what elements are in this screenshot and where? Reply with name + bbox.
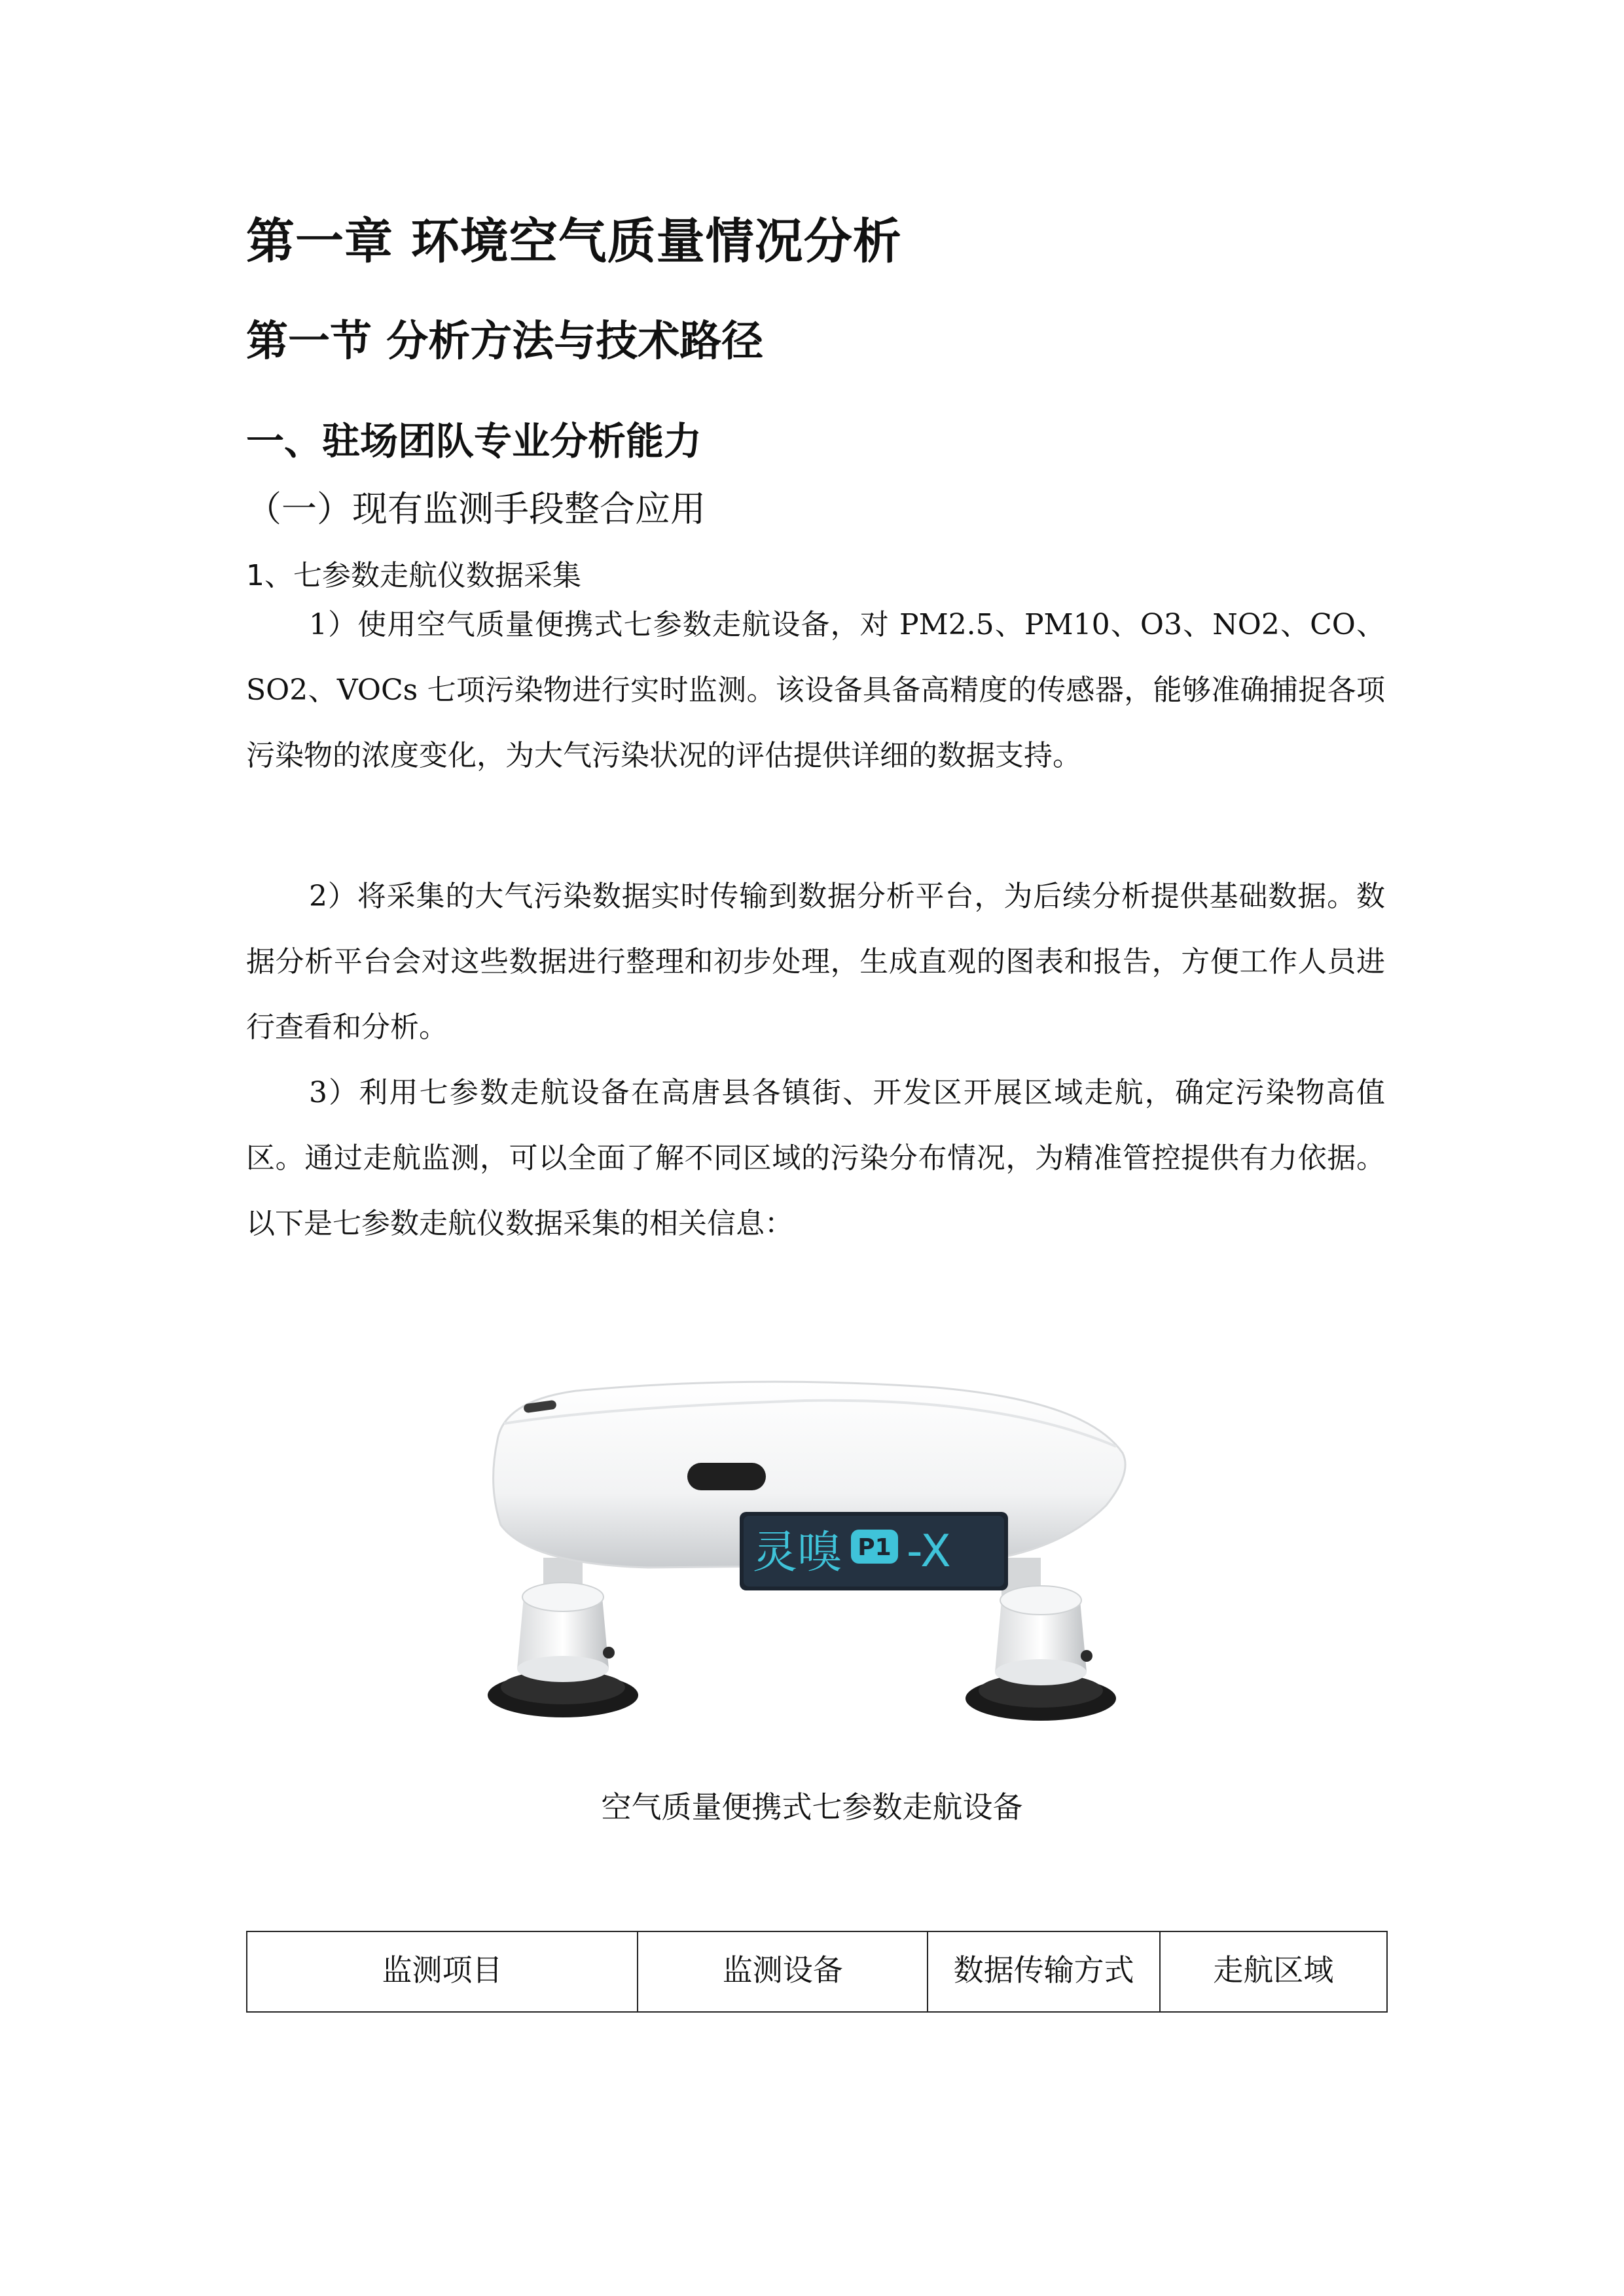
table-header-cell: 数据传输方式 <box>928 1931 1159 2012</box>
figure-caption: 空气质量便携式七参数走航设备 <box>601 1789 1023 1825</box>
device-model-suffix: -X <box>907 1526 951 1577</box>
device-image <box>478 1361 1139 1728</box>
paragraph-3: 3）利用七参数走航设备在高唐县各镇街、开发区开展区域走航，确定污染物高值区。通过走航监测，可以全面了解不同区域的污染分布情况，为精准管控提供有力依据。以下是七参数走航仪数据采集的相关信息： <box>246 1076 1385 1240</box>
subsubsection-title: （一）现有监测手段整合应用 <box>246 488 706 529</box>
left-suction-leg <box>488 1583 638 1717</box>
chapter-title: 第一章 环境空气质量情况分析 <box>246 213 902 270</box>
device-brand-label: 灵嗅 <box>753 1527 842 1579</box>
device-model-badge: P1 <box>857 1534 892 1561</box>
table-header-cell: 监测项目 <box>247 1931 638 2012</box>
subsection-title: 一、驻场团队专业分析能力 <box>246 419 702 463</box>
monitoring-table <box>246 1931 1388 2013</box>
item-title: 1、七参数走航仪数据采集 <box>246 559 581 592</box>
table-header-cell: 监测设备 <box>638 1931 928 2012</box>
table-header-cell: 走航区域 <box>1160 1931 1387 2012</box>
paragraph-1: 1）使用空气质量便携式七参数走航设备，对 PM2.5、PM10、O3、NO2、CO、SO2、VOCs 七项污染物进行实时监测。该设备具备高精度的传感器，能够准确捕捉各项污染物的浓度变化，为大气污染状况的评估提供详细的数据支持。 <box>246 608 1385 772</box>
section-title: 第一节 分析方法与技术路径 <box>246 317 764 366</box>
table-header-row <box>247 1931 1387 2012</box>
paragraph-2: 2）将采集的大气污染数据实时传输到数据分析平台，为后续分析提供基础数据。数据分析平台会对这些数据进行整理和初步处理，生成直观的图表和报告，方便工作人员进行查看和分析。 <box>246 880 1385 1044</box>
right-suction-leg <box>965 1586 1116 1721</box>
